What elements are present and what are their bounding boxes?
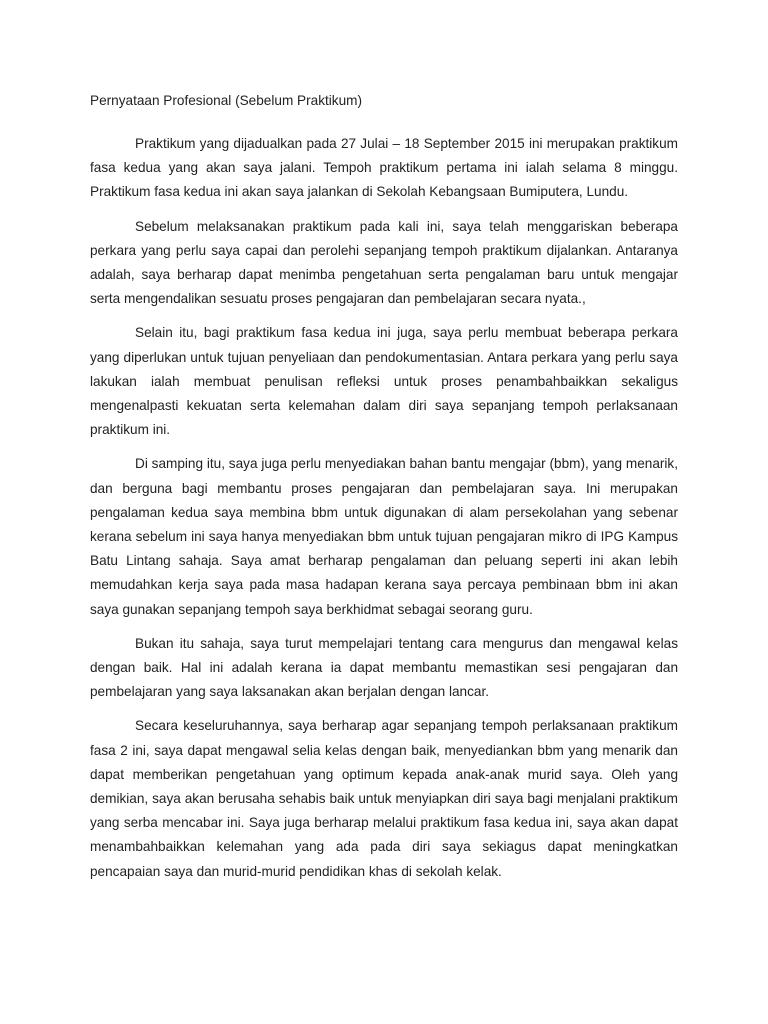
paragraph-6: Secara keseluruhannya, saya berharap agar sepanjang tempoh perlaksanaan praktikum fasa 2 ini, saya dapat mengawal selia kelas dengan baik, menyediankan bbm yang menarik dan dapat memberikan pengetahuan yang optimum kepada anak-anak murid saya. Oleh yang demikian, saya akan berusaha sehabis baik untuk menyiapkan diri saya bagi menjalani praktikum yang serba mencabar ini. Saya juga berharap melalui praktikum fasa kedua ini, saya akan dapat menambahbaikkan kelemahan yang ada pada diri saya sekiagus dapat meningkatkan pencapaian saya dan murid-murid pendidikan khas di sekolah kelak.: [90, 718, 678, 879]
document-body: [90, 91, 678, 894]
document-title: Pernyataan Profesional (Sebelum Praktikum): [90, 93, 363, 108]
paragraph-1: Praktikum yang dijadualkan pada 27 Julai – 18 September 2015 ini merupakan praktikum fasa kedua yang akan saya jalani. Tempoh praktikum pertama ini ialah selama 8 minggu. Praktikum fasa kedua ini akan saya jalankan di Sekolah Kebangsaan Bumiputera, Lundu.: [90, 136, 678, 200]
paragraph-5: Bukan itu sahaja, saya turut mempelajari tentang cara mengurus dan mengawal kelas dengan baik. Hal ini adalah kerana ia dapat membantu memastikan sesi pengajaran dan pembelajaran yang saya laksanakan akan berjalan dengan lancar.: [90, 635, 678, 700]
paragraph-3: Selain itu, bagi praktikum fasa kedua ini juga, saya perlu membuat beberapa perkara yang diperlukan untuk tujuan penyeliaan dan pendokumentasian. Antara perkara yang perlu saya lakukan ialah membuat penulisan refleksi untuk proses penambahbaikkan sekaligus mengenalpasti kekuatan serta kelemahan dalam diri saya sepanjang tempoh perlaksanaan praktikum ini.: [90, 325, 678, 438]
paragraph-4: Di samping itu, saya juga perlu menyediakan bahan bantu mengajar (bbm), yang menarik, dan berguna bagi membantu proses pengajaran dan pembelajaran saya. Ini merupakan pengalaman kedua saya membina bbm untuk digunakan di alam persekolahan yang sebenar kerana sebelum ini saya hanya menyediakan bbm untuk tujuan pengajaran mikro di IPG Kampus Batu Lintang sahaja. Saya amat berharap pengalaman dan peluang seperti ini akan lebih memudahkan kerja saya pada masa hadapan kerana saya percaya pembinaan bbm ini akan saya gunakan sepanjang tempoh saya berkhidmat sebagai seorang guru.: [90, 456, 678, 617]
paragraph-2: Sebelum melaksanakan praktikum pada kali ini, saya telah menggariskan beberapa perkara yang perlu saya capai dan perolehi sepanjang tempoh praktikum dijalankan. Antaranya adalah, saya berharap dapat menimba pengetahuan serta pengalaman baru untuk mengajar serta mengendalikan sesuatu proses pengajaran dan pembelajaran secara nyata.,: [90, 218, 678, 307]
